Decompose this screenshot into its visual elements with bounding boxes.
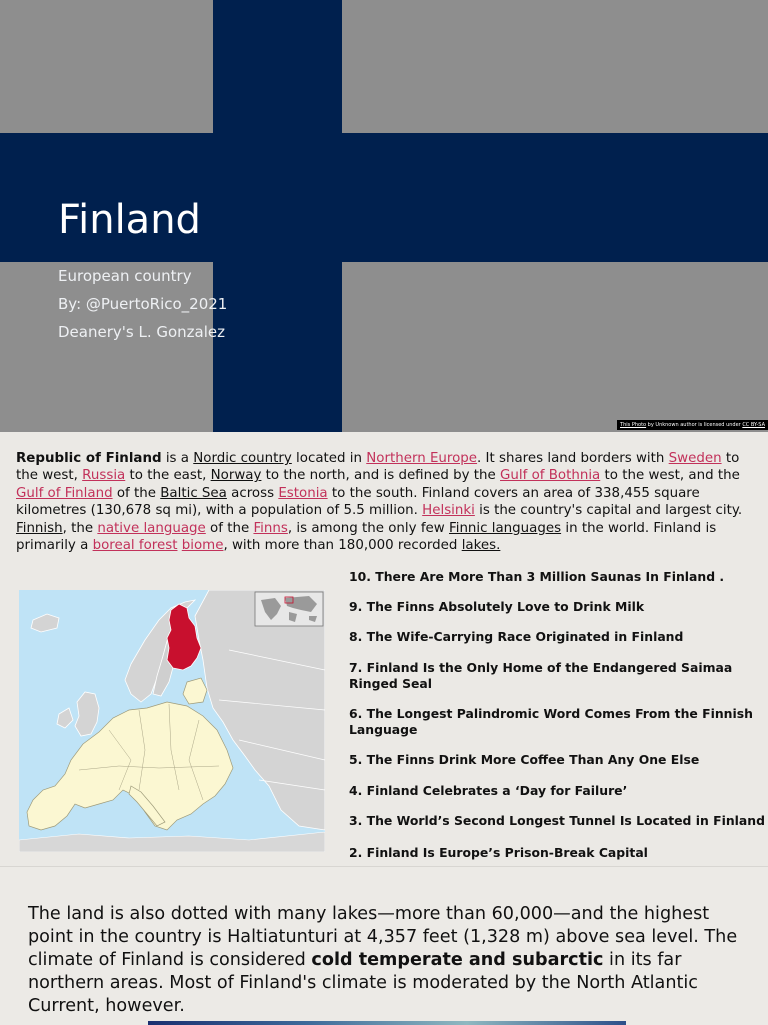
- europe-map: [19, 590, 325, 852]
- subtitle-line: By: @PuertoRico_2021: [58, 295, 228, 313]
- intro-text: to the north, and is defined by the: [261, 468, 501, 484]
- intro-text: to the east,: [125, 468, 211, 484]
- list-item: 5. The Finns Drink More Coffee Than Any One Else: [349, 752, 700, 767]
- link-biome[interactable]: biome: [181, 538, 224, 554]
- list-item: 9. The Finns Absolutely Love to Drink Milk: [349, 599, 645, 614]
- intro-paragraph: [16, 450, 751, 554]
- list-item: 7. Finland Is the Only Home of the Endangered Saimaa Ringed Seal: [349, 660, 733, 691]
- list-item: 4. Finland Celebrates a ‘Day for Failure’: [349, 783, 628, 798]
- climate-slide: [0, 866, 768, 1025]
- link-finns[interactable]: Finns: [253, 520, 288, 536]
- link-norway[interactable]: Norway: [210, 468, 262, 484]
- intro-text: is a: [161, 451, 194, 466]
- intro-text: located in: [291, 451, 367, 466]
- subtitle-line: Deanery's L. Gonzalez: [58, 323, 225, 341]
- link-finnic-languages[interactable]: Finnic languages: [449, 520, 562, 536]
- link-native-language[interactable]: native language: [97, 520, 206, 536]
- link-gulf-of-finland[interactable]: Gulf of Finland: [16, 485, 113, 501]
- intro-bold: Republic of Finland: [16, 451, 162, 466]
- link-baltic-sea[interactable]: Baltic Sea: [160, 485, 227, 501]
- intro-text: , the: [62, 520, 98, 536]
- image-strip: [148, 1021, 626, 1025]
- intro-text: across: [226, 485, 279, 501]
- climate-paragraph: [28, 903, 756, 1018]
- link-sweden[interactable]: Sweden: [668, 451, 722, 466]
- link-gulf-of-bothnia[interactable]: Gulf of Bothnia: [500, 468, 601, 484]
- license-link[interactable]: CC BY-SA: [742, 422, 765, 428]
- intro-text: , is among the only few: [287, 520, 449, 536]
- intro-text: in the world. Finland is primarily a: [16, 520, 717, 554]
- slide-subtitles: [58, 262, 227, 346]
- link-boreal-forest[interactable]: boreal forest: [92, 538, 178, 554]
- link-helsinki[interactable]: Helsinki: [422, 503, 475, 519]
- link-northern-europe[interactable]: Northern Europe: [366, 451, 478, 466]
- list-item: 10. There Are More Than 3 Million Saunas In Finland .: [349, 569, 725, 584]
- intro-text: to the west,: [16, 451, 740, 484]
- link-russia[interactable]: Russia: [82, 468, 126, 484]
- link-lakes[interactable]: lakes.: [461, 538, 501, 554]
- credit-text: by Unknown author is licensed under: [646, 422, 743, 428]
- photo-link[interactable]: This Photo: [620, 422, 647, 428]
- link-estonia[interactable]: Estonia: [278, 485, 328, 501]
- intro-text: is the country's capital and largest city.: [474, 503, 743, 519]
- climate-bold: cold temperate and subarctic: [311, 950, 604, 970]
- list-item: 2. Finland Is Europe’s Prison-Break Capital: [349, 845, 648, 860]
- link-finnish[interactable]: Finnish: [16, 520, 63, 536]
- intro-text: to the west, and the: [600, 468, 740, 484]
- info-slide: [0, 432, 768, 866]
- climate-text: The land is also dotted with many lakes—more than 60,000—and the highest point in the country is Haltiatunturi at 4,357 feet (1,328 m) above sea level. The climate of Finland is considered: [28, 904, 738, 970]
- climate-text: in its far northern areas. Most of Finland's climate is moderated by the North Atlantic Current, however.: [28, 950, 698, 1016]
- intro-text: , with more than 180,000 recorded: [223, 538, 462, 554]
- link-nordic-country[interactable]: Nordic country: [193, 451, 292, 466]
- list-item: 6. The Longest Palindromic Word Comes From the Finnish Language: [349, 706, 753, 737]
- list-item: 3. The World’s Second Longest Tunnel Is Located in Finland: [349, 813, 765, 828]
- subtitle-line: European country: [58, 267, 192, 285]
- intro-text: of the: [205, 520, 254, 536]
- slide-title: Finland: [58, 197, 201, 243]
- intro-text: to the south. Finland covers an area of 338,455 square kilometres (130,678 sq mi), with a population of 5.5 million.: [16, 485, 700, 519]
- intro-text: of the: [112, 485, 161, 501]
- intro-text: . It shares land borders with: [477, 451, 669, 466]
- photo-credit: [617, 420, 768, 430]
- title-slide: [0, 0, 768, 432]
- list-item: 8. The Wife-Carrying Race Originated in Finland: [349, 629, 684, 644]
